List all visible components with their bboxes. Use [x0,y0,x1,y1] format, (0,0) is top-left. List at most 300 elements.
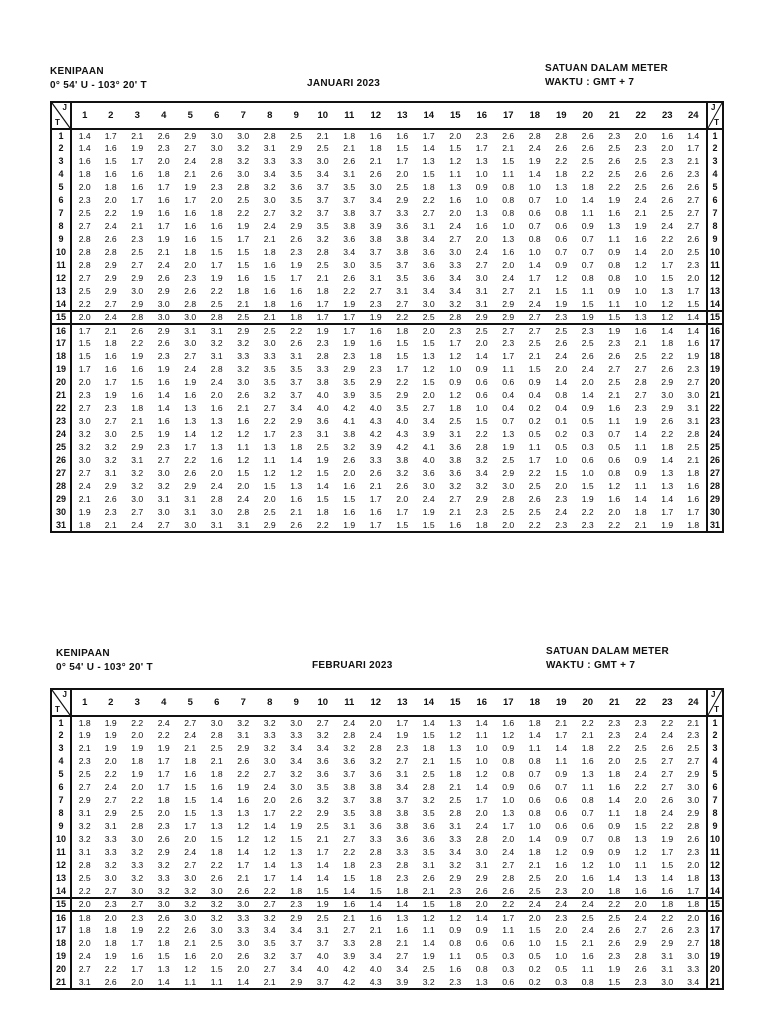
tide-value-cell: 3.0 [157,507,170,518]
tide-value-cell: 2.7 [263,769,276,780]
hour-header: 14 [416,102,443,129]
tide-value-cell: 0.5 [528,429,541,440]
tide-value-cell: 3.1 [475,860,488,871]
table-row [51,716,723,729]
table-row [51,833,723,846]
tide-value-cell: 3.1 [422,221,435,232]
table-row [51,142,723,155]
tide-value-cell: 1.9 [184,377,197,388]
tide-value-cell: 3.3 [449,834,462,845]
tide-value-cell: 0.4 [502,403,515,414]
tide-value-cell: 1.7 [687,507,700,518]
tide-value-cell: 2.7 [78,403,91,414]
tide-value-cell: 1.8 [316,507,329,518]
tide-value-cell: 1.8 [661,338,674,349]
tide-value-cell: 1.1 [237,442,250,453]
table-row [51,519,723,532]
tide-value-cell: 0.7 [555,247,568,258]
tide-value-cell: 2.7 [104,416,117,427]
tide-value-cell: 2.4 [634,912,647,923]
tide-value-cell: 1.6 [608,403,621,414]
tide-value-cell: 1.4 [78,143,91,154]
tide-value-cell: 1.5 [687,298,700,309]
tide-value-cell: 2.5 [230,311,257,324]
tide-value-cell: 3.0 [687,795,700,806]
tide-value-cell: 2.6 [184,925,197,936]
tide-value-cell: 3.1 [343,821,356,832]
tide-value-cell: 2.7 [131,260,144,271]
tide-value-cell: 2.2 [290,808,303,819]
tide-value-cell: 2.5 [502,455,515,466]
tide-value-cell: 2.7 [78,782,91,793]
tide-value-cell: 2.5 [581,156,594,167]
tide-value-cell: 3.2 [263,182,276,193]
tide-value-cell: 2.3 [449,885,462,896]
tide-value-cell: 2.3 [343,351,356,362]
tide-value-cell: 2.4 [528,143,541,154]
tide-value-cell: 2.0 [131,730,144,741]
tide-value-cell: 2.0 [369,717,382,728]
day-cell: 15 [51,311,71,324]
tide-value-cell: 1.3 [661,286,674,297]
tide-value-cell: 2.6 [528,494,541,505]
tide-value-cell: 1.9 [661,834,674,845]
tide-value-cell: 1.1 [581,208,594,219]
tide-value-cell: 3.6 [422,821,435,832]
tide-value-cell: 2.0 [78,182,91,193]
tide-value-cell: 1.2 [449,351,462,362]
tide-value-cell: 2.5 [449,416,462,427]
tide-value-cell: 1.8 [131,403,144,414]
day-cell: 19 [51,363,71,376]
tide-value-cell: 1.7 [687,143,700,154]
tide-value-cell: 1.4 [608,873,621,884]
tide-value-cell: 1.5 [661,860,674,871]
tide-value-cell: 3.4 [263,925,276,936]
tide-value-cell: 1.5 [581,298,594,309]
tide-value-cell: 1.3 [210,442,223,453]
tide-value-cell: 1.4 [157,976,170,987]
tide-value-cell: 2.0 [210,390,223,401]
tide-value-cell: 1.8 [283,311,310,324]
tide-value-cell: 2.4 [237,494,250,505]
tide-value-cell: 2.3 [369,364,382,375]
tide-value-cell: 1.4 [555,377,568,388]
tide-value-cell: 2.3 [634,403,647,414]
tide-value-cell: 0.4 [528,390,541,401]
tide-value-cell: 3.1 [396,286,409,297]
tide-value-cell: 3.6 [369,821,382,832]
tide-value-cell: 2.3 [369,298,382,309]
tide-value-cell: 1.8 [290,442,303,453]
tide-value-cell: 3.5 [316,782,329,793]
hour-header: 6 [204,689,231,716]
day-cell-right: 6 [707,781,723,794]
day-cell: 27 [51,467,71,480]
tide-value-cell: 1.7 [396,507,409,518]
hour-header: 13 [389,689,416,716]
day-cell: 18 [51,350,71,363]
hour-header: 24 [681,689,708,716]
tide-value-cell: 2.7 [184,143,197,154]
tide-value-cell: 2.8 [449,808,462,819]
tide-value-cell: 1.0 [475,743,488,754]
table-row [51,311,723,324]
tide-value-cell: 3.2 [104,442,117,453]
tide-value-cell: 4.2 [343,976,356,987]
tide-value-cell: 1.2 [210,429,223,440]
tide-value-cell: 1.5 [316,885,329,896]
tide-value-cell: 1.1 [184,976,197,987]
tide-value-cell: 2.0 [210,468,223,479]
day-cell: 10 [51,833,71,846]
tide-value-cell: 2.5 [78,769,91,780]
tide-value-cell: 4.1 [422,442,435,453]
tide-value-cell: 1.5 [422,169,435,180]
tide-value-cell: 2.9 [157,286,170,297]
tide-value-cell: 3.4 [396,964,409,975]
tide-value-cell: 1.8 [687,468,700,479]
tide-value-cell: 2.5 [528,885,541,896]
tide-value-cell: 1.6 [237,795,250,806]
tide-value-cell: 1.0 [634,273,647,284]
tide-value-cell: 0.7 [581,234,594,245]
tide-value-cell: 3.4 [316,169,329,180]
tide-value-cell: 2.6 [661,182,674,193]
tide-value-cell: 1.3 [157,964,170,975]
tide-value-cell: 2.0 [184,834,197,845]
tide-value-cell: 2.2 [78,298,91,309]
tide-value-cell: 3.1 [237,730,250,741]
tide-value-cell: 1.4 [661,873,674,884]
tide-value-cell: 3.8 [343,782,356,793]
tide-value-cell: 2.6 [104,976,117,987]
hour-header: 3 [124,689,151,716]
tide-value-cell: 3.3 [263,351,276,362]
tide-value-cell: 3.2 [316,795,329,806]
tide-value-cell: 0.9 [449,377,462,388]
tide-value-cell: 2.0 [628,898,655,911]
hour-header-row [51,102,723,129]
day-cell: 14 [51,298,71,311]
tide-value-cell: 1.4 [422,938,435,949]
tide-value-cell: 1.6 [687,494,700,505]
tide-value-cell: 3.0 [184,338,197,349]
tide-value-cell: 2.7 [78,964,91,975]
tide-value-cell: 3.4 [290,964,303,975]
tide-value-cell: 1.7 [502,351,515,362]
tide-value-cell: 1.6 [449,519,462,530]
tide-value-cell: 1.5 [210,234,223,245]
table-row [51,729,723,742]
tide-value-cell: 3.2 [263,912,276,923]
tide-value-cell: 1.7 [237,234,250,245]
tide-value-cell: 3.5 [263,377,276,388]
tide-value-cell: 0.5 [475,951,488,962]
tide-value-cell: 0.8 [555,390,568,401]
tide-value-cell: 2.9 [502,298,515,309]
tide-value-cell: 3.2 [263,951,276,962]
tide-value-cell: 2.8 [422,782,435,793]
table-row [51,259,723,272]
tide-value-cell: 1.9 [131,208,144,219]
tide-value-cell: 3.0 [157,468,170,479]
tide-value-cell: 3.6 [396,834,409,845]
tide-value-cell: 2.9 [290,221,303,232]
tide-value-cell: 1.7 [396,156,409,167]
tide-value-cell: 0.8 [475,964,488,975]
tide-value-cell: 1.5 [131,377,144,388]
tide-value-cell: 1.6 [502,247,515,258]
tide-value-cell: 3.7 [343,195,356,206]
tide-value-cell: 2.1 [343,143,356,154]
tide-value-cell: 1.5 [422,338,435,349]
tide-value-cell: 1.7 [316,847,329,858]
tide-value-cell: 3.4 [396,782,409,793]
tide-value-cell: 1.0 [475,169,488,180]
tide-value-cell: 2.6 [502,130,515,141]
tide-value-cell: 2.4 [422,494,435,505]
tide-value-cell: 2.3 [608,338,621,349]
tide-value-cell: 3.2 [157,860,170,871]
tide-value-cell: 2.6 [290,338,303,349]
tide-value-cell: 2.0 [422,325,435,336]
tide-value-cell: 2.0 [78,938,91,949]
tide-value-cell: 2.8 [237,182,250,193]
tide-value-cell: 0.8 [581,273,594,284]
table-row [51,168,723,181]
tide-value-cell: 0.2 [528,403,541,414]
tide-value-cell: 2.0 [661,143,674,154]
tide-value-cell: 2.7 [343,834,356,845]
tide-value-cell: 1.4 [634,429,647,440]
table-row [51,937,723,950]
tide-value-cell: 2.7 [528,325,541,336]
tide-value-cell: 1.4 [661,494,674,505]
tide-value-cell: 2.6 [634,964,647,975]
tide-value-cell: 3.0 [290,782,303,793]
tide-value-cell: 1.8 [343,860,356,871]
tide-value-cell: 3.1 [396,769,409,780]
tide-value-cell: 2.7 [396,298,409,309]
tide-value-cell: 2.7 [422,403,435,414]
tide-value-cell: 1.7 [336,311,363,324]
table-row [51,768,723,781]
day-cell-right: 12 [707,859,723,872]
tide-value-cell: 0.2 [555,429,568,440]
tide-value-cell: 1.6 [608,208,621,219]
tide-value-cell: 2.6 [608,351,621,362]
tide-value-cell: 1.5 [502,156,515,167]
tide-value-cell: 3.2 [78,834,91,845]
tide-value-cell: 2.8 [502,873,515,884]
tide-value-cell: 2.6 [290,519,303,530]
tide-value-cell: 1.7 [131,938,144,949]
tide-value-cell: 2.1 [634,519,647,530]
hour-header: 2 [98,689,125,716]
tide-value-cell: 4.3 [396,429,409,440]
tide-value-cell: 2.5 [316,260,329,271]
tide-value-cell: 3.2 [263,717,276,728]
tide-value-cell: 3.2 [104,455,117,466]
tide-value-cell: 2.8 [687,821,700,832]
tide-value-cell: 2.5 [687,442,700,453]
tide-value-cell: 1.5 [78,351,91,362]
tide-value-cell: 2.2 [237,769,250,780]
tide-value-cell: 0.5 [555,442,568,453]
tide-value-cell: 1.8 [608,885,621,896]
tide-value-cell: 1.8 [263,298,276,309]
tide-value-cell: 2.3 [687,169,700,180]
tide-value-cell: 2.8 [369,938,382,949]
tide-value-cell: 2.3 [608,730,621,741]
tide-value-cell: 3.3 [369,834,382,845]
tide-value-cell: 3.6 [396,221,409,232]
tide-value-cell: 1.1 [608,298,621,309]
tide-value-cell: 3.8 [396,247,409,258]
tide-value-cell: 2.8 [237,507,250,518]
day-cell: 24 [51,428,71,441]
tide-value-cell: 1.6 [184,208,197,219]
tide-value-cell: 1.3 [475,208,488,219]
tide-value-cell: 2.1 [396,938,409,949]
day-cell: 7 [51,794,71,807]
tide-value-cell: 3.0 [290,717,303,728]
tide-value-cell: 1.8 [78,519,91,530]
tide-value-cell: 0.6 [528,782,541,793]
tide-value-cell: 2.1 [316,834,329,845]
tide-value-cell: 1.7 [369,519,382,530]
tide-value-cell: 2.5 [502,507,515,518]
tide-value-cell: 3.1 [78,808,91,819]
tide-value-cell: 2.4 [184,364,197,375]
tide-value-cell: 1.8 [369,873,382,884]
tide-value-cell: 1.5 [661,273,674,284]
tide-value-cell: 2.8 [316,351,329,362]
tide-value-cell: 1.4 [528,834,541,845]
tide-value-cell: 1.3 [210,416,223,427]
tide-value-cell: 1.6 [131,951,144,962]
tide-value-cell: 0.5 [528,951,541,962]
tide-value-cell: 2.7 [78,221,91,232]
tide-value-cell: 2.7 [634,390,647,401]
tide-value-cell: 1.3 [608,221,621,232]
tide-value-cell: 2.7 [343,925,356,936]
tide-value-cell: 2.6 [237,951,250,962]
tide-value-cell: 2.2 [661,717,674,728]
tide-value-cell: 3.7 [316,195,329,206]
tide-value-cell: 1.5 [422,730,435,741]
tide-value-cell: 1.6 [369,338,382,349]
tide-value-cell: 1.3 [502,808,515,819]
tide-value-cell: 2.6 [343,455,356,466]
tide-value-cell: 1.9 [237,782,250,793]
tide-value-cell: 0.3 [555,976,568,987]
tide-value-cell: 3.0 [131,494,144,505]
tide-value-cell: 2.2 [608,182,621,193]
tide-value-cell: 3.0 [237,938,250,949]
tide-value-cell: 2.4 [575,898,602,911]
tide-value-cell: 2.0 [528,912,541,923]
corner-label-date: T [55,118,60,127]
tide-value-cell: 1.9 [210,273,223,284]
tide-value-cell: 2.9 [687,808,700,819]
tide-value-cell: 1.9 [157,429,170,440]
tide-value-cell: 1.8 [184,247,197,258]
timezone-label: WAKTU : GMT + 7 [545,77,635,88]
tide-value-cell: 2.2 [634,782,647,793]
tide-value-cell: 3.5 [343,808,356,819]
tide-value-cell: 1.3 [449,717,462,728]
tide-value-cell: 2.0 [449,130,462,141]
tide-value-cell: 2.9 [104,286,117,297]
tide-value-cell: 1.5 [78,338,91,349]
tide-value-cell: 2.8 [396,860,409,871]
tide-value-cell: 2.5 [422,769,435,780]
tide-value-cell: 2.3 [634,976,647,987]
tide-value-cell: 3.8 [369,808,382,819]
tide-value-cell: 2.1 [78,743,91,754]
tide-value-cell: 2.2 [661,351,674,362]
tide-value-cell: 2.4 [475,247,488,258]
tide-value-cell: 1.6 [687,481,700,492]
hour-header: 21 [601,102,628,129]
tide-value-cell: 2.9 [475,873,488,884]
tide-value-cell: 4.0 [369,403,382,414]
tide-value-cell: 2.0 [449,208,462,219]
hour-header: 5 [177,689,204,716]
tide-value-cell: 1.4 [528,169,541,180]
tide-value-cell: 2.5 [316,442,329,453]
tide-value-cell: 1.2 [263,847,276,858]
tide-value-cell: 1.8 [449,769,462,780]
tide-value-cell: 4.3 [369,416,382,427]
tide-value-cell: 1.3 [290,860,303,871]
tide-value-cell: 1.3 [661,481,674,492]
tide-value-cell: 2.6 [661,925,674,936]
day-cell: 17 [51,924,71,937]
tide-value-cell: 3.3 [104,834,117,845]
timezone-label: WAKTU : GMT + 7 [546,660,636,671]
tide-value-cell: 2.8 [210,364,223,375]
tide-value-cell: 1.6 [555,860,568,871]
tide-value-cell: 1.9 [310,898,337,911]
tide-value-cell: 1.9 [343,298,356,309]
tide-value-cell: 0.9 [555,769,568,780]
tide-value-cell: 1.3 [449,743,462,754]
tide-value-cell: 3.1 [369,273,382,284]
tide-value-cell: 2.3 [157,351,170,362]
hour-header: 16 [469,689,496,716]
table-row [51,963,723,976]
tide-value-cell: 2.4 [263,221,276,232]
tide-value-cell: 1.8 [131,756,144,767]
tide-value-cell: 1.9 [608,325,621,336]
hour-header: 9 [283,102,310,129]
tide-value-cell: 2.1 [687,156,700,167]
tide-value-cell: 1.6 [608,494,621,505]
tide-value-cell: 1.8 [634,507,647,518]
tide-value-cell: 3.6 [316,769,329,780]
tide-value-cell: 1.5 [608,976,621,987]
tide-value-cell: 2.9 [290,143,303,154]
tide-value-cell: 3.8 [343,208,356,219]
tide-value-cell: 1.4 [422,143,435,154]
tide-value-cell: 1.5 [396,338,409,349]
tide-value-cell: 1.2 [555,273,568,284]
tide-value-cell: 1.7 [104,130,117,141]
tide-value-cell: 1.5 [263,273,276,284]
